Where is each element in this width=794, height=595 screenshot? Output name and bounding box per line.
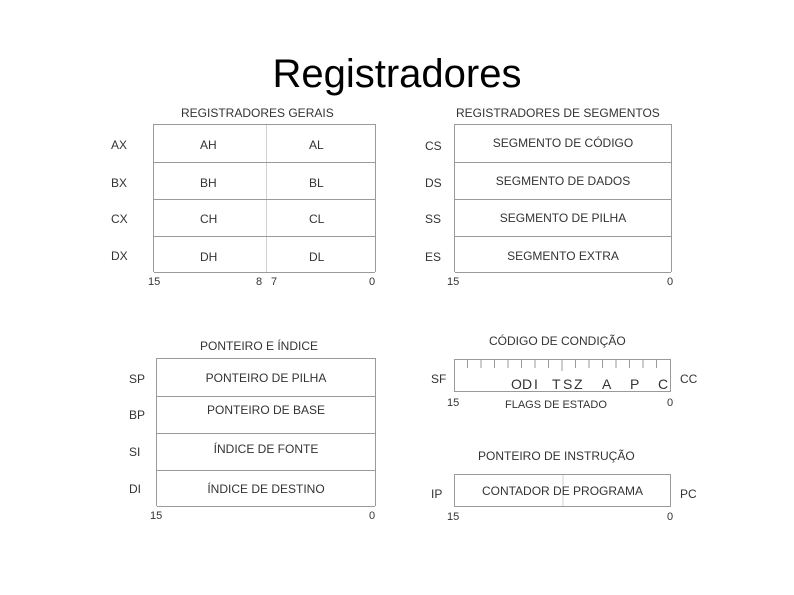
register-dl: DL [309,250,325,264]
register-row-dx [154,237,375,273]
segment-row-ss [455,200,671,237]
register-row-bx [154,163,375,200]
destination-index-label: ÍNDICE DE DESTINO [207,482,325,496]
segment-tick-0: 0 [667,276,674,288]
pointer-row-bp [157,397,375,434]
register-dh: DH [200,250,218,264]
slide-title: Registradores [272,52,522,96]
general-registers-box [153,124,376,272]
bit-tick-15: 15 [148,276,161,288]
register-bl: BL [309,176,324,190]
instruction-tick-15: 15 [447,511,460,523]
program-counter-name: PC [680,487,697,501]
segment-code-label: SEGMENTO DE CÓDIGO [492,136,634,150]
register-row-ax [154,125,375,163]
pointer-row-si [157,434,375,471]
register-name-di: DI [129,482,141,496]
segment-registers-caption: REGISTRADORES DE SEGMENTOS [456,106,660,120]
pointer-index-box [156,358,376,506]
register-name-bp: BP [129,408,146,422]
register-name-ss: SS [425,212,442,226]
bit-tick-8: 8 [256,276,263,288]
segment-registers-box [454,124,672,272]
flag-zero: Z [574,376,583,392]
segment-tick-15: 15 [447,276,460,288]
stack-pointer-label: PONTEIRO DE PILHA [205,371,327,385]
register-ch: CH [200,212,218,226]
register-name-dx: DX [111,249,128,263]
flag-interrupt: I [534,376,538,392]
pointer-row-sp [157,359,375,397]
pointer-tick-15: 15 [150,510,163,522]
pointer-row-di [157,471,375,507]
register-ah: AH [200,138,217,152]
register-cl: CL [309,212,325,226]
register-name-si: SI [129,445,141,459]
flag-trap: T [552,376,561,392]
segment-data-label: SEGMENTO DE DADOS [495,174,631,188]
segment-row-es [455,237,671,273]
register-bh: BH [200,176,217,190]
register-name-sp: SP [129,372,146,386]
bit-tick-7: 7 [271,276,278,288]
flag-direction: D [522,376,533,392]
flag-auxiliary: A [602,376,612,392]
instruction-tick-0: 0 [667,511,674,523]
register-al: AL [309,138,324,152]
condition-code-name: CC [680,372,698,386]
instruction-pointer-caption: PONTEIRO DE INSTRUÇÃO [478,449,635,463]
segment-row-ds [455,163,671,200]
register-name-cs: CS [425,139,442,153]
segment-extra-label: SEGMENTO EXTRA [507,249,619,263]
flag-sign: S [563,376,573,392]
segment-stack-label: SEGMENTO DE PILHA [499,211,627,225]
instruction-pointer-name: IP [431,487,443,501]
flag-overflow: O [511,376,522,392]
flag-carry: C [658,376,669,392]
register-name-bx: BX [111,176,128,190]
base-pointer-label: PONTEIRO DE BASE [206,403,326,417]
register-name-ds: DS [425,176,442,190]
condition-code-caption: CÓDIGO DE CONDIÇÃO [489,334,626,348]
source-index-label: ÍNDICE DE FONTE [213,442,319,456]
segment-row-cs [455,125,671,163]
bit-tick-0: 0 [369,276,376,288]
flags-tick-0: 0 [667,397,674,409]
register-name-ax: AX [111,138,128,152]
status-flags-register-name: SF [431,372,447,386]
register-row-cx [154,200,375,237]
general-registers-caption: REGISTRADORES GERAIS [181,106,334,120]
flag-parity: P [630,376,640,392]
register-name-es: ES [425,250,442,264]
flags-letters-row [454,377,671,393]
flags-tick-15: 15 [447,397,460,409]
instruction-pointer-box [454,474,671,508]
pointer-tick-0: 0 [369,510,376,522]
program-counter-label: CONTADOR DE PROGRAMA [481,484,644,498]
register-name-cx: CX [111,212,128,226]
flags-status-label: FLAGS DE ESTADO [505,399,607,411]
pointer-index-caption: PONTEIRO E ÍNDICE [200,339,319,353]
